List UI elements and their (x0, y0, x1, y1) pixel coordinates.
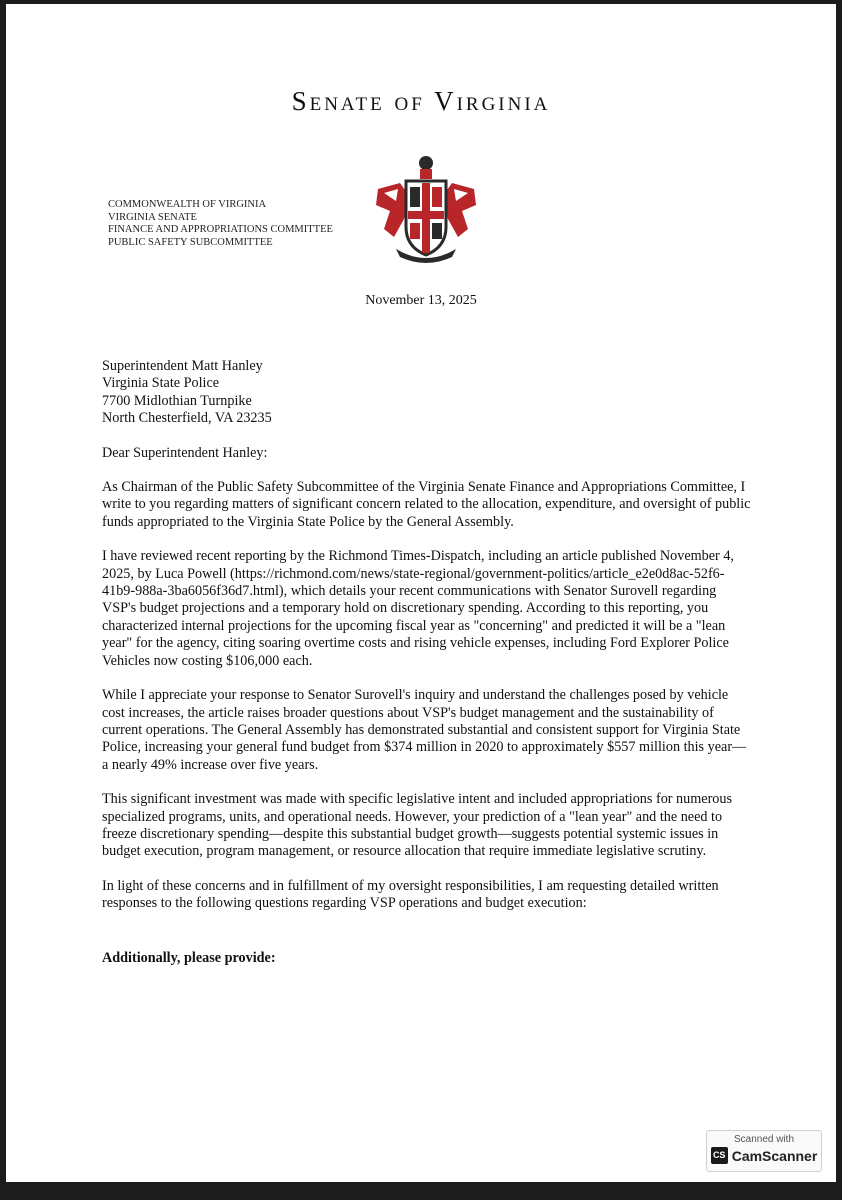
scanner-brand-row (707, 1147, 821, 1164)
scanner-brand: CamScanner (731, 1147, 818, 1164)
letter-body (102, 358, 752, 967)
paragraph: This significant investment was made with specific legislative intent and included appropriations for numerous specialized programs, units, and operational needs. However, your prediction of a "lean year" and the need to freeze discretionary spending—despite this substantial budget growth—suggests potential systemic issues in budget execution, program management, or resource allocation that require immediate legislative scrutiny. (102, 791, 733, 860)
address-line: Superintendent Matt Hanley (102, 358, 263, 374)
address-line: Virginia State Police (102, 375, 220, 392)
paragraph: As Chairman of the Public Safety Subcommittee of the Virginia Senate Finance and Appropriations Committee, I write to you regarding matters of significant concern related to the allocation, expenditure, and oversight of public funds appropriated to the Virginia State Police by the General Assembly. (102, 479, 751, 530)
scanner-caption: Scanned with (733, 1134, 795, 1145)
address-line: 7700 Midlothian Turnpike (102, 392, 252, 409)
paragraph: While I appreciate your response to Senator Surovell's inquiry and understand the challenges posed by vehicle cost increases, the article raises broader questions about VSP's budget management and the sustainability of current operations. The General Assembly has demonstrated substantial and consistent support for Virginia State Police, increasing your general fund budget from $374 million in 2020 to approximately $557 million this year—a nearly 49% increase over five years. (102, 687, 747, 773)
salutation: Dear Superintendent Hanley: (102, 444, 268, 461)
letter-date: November 13, 2025 (365, 293, 477, 308)
paragraph: I have reviewed recent reporting by the Richmond Times-Dispatch, including an article published November 4, 2025, by Luca Powell (https://richmond.com/news/state-regional/government-politics/article_e2e0d8ac-52f6-41b9-988a-3ba6056f36d7.html), which details your recent communications with Senator Surovell regarding VSP's budget projections and a temporary hold on discretionary spending. According to this reporting, you characterized internal projections for the upcoming fiscal year as "concerning" and predicted it will be a "lean year" for the agency, citing soaring overtime costs and rising vehicle expenses, including Ford Explorer Police Vehicles now costing $106,000 each. (102, 548, 734, 669)
senate-seal-icon (370, 149, 482, 267)
letter-page (6, 4, 836, 1182)
camscanner-logo-icon: CS (711, 1147, 728, 1164)
subheading: Additionally, please provide: (102, 949, 276, 966)
recipient-address (102, 358, 752, 428)
committee-line: VIRGINIA SENATE (108, 211, 197, 223)
address-line: North Chesterfield, VA 23235 (102, 410, 272, 427)
committee-line: PUBLIC SAFETY SUBCOMMITTEE (108, 236, 273, 248)
paragraph: In light of these concerns and in fulfillment of my oversight responsibilities, I am requesting detailed written responses to the following questions regarding VSP operations and budget execution: (102, 877, 719, 912)
committee-line: COMMONWEALTH OF VIRGINIA (108, 199, 267, 210)
committee-block (108, 199, 333, 249)
camscanner-badge (706, 1130, 822, 1172)
letterhead-title: Senate of Virginia (291, 86, 551, 116)
committee-line: FINANCE AND APPROPRIATIONS COMMITTEE (108, 224, 333, 235)
